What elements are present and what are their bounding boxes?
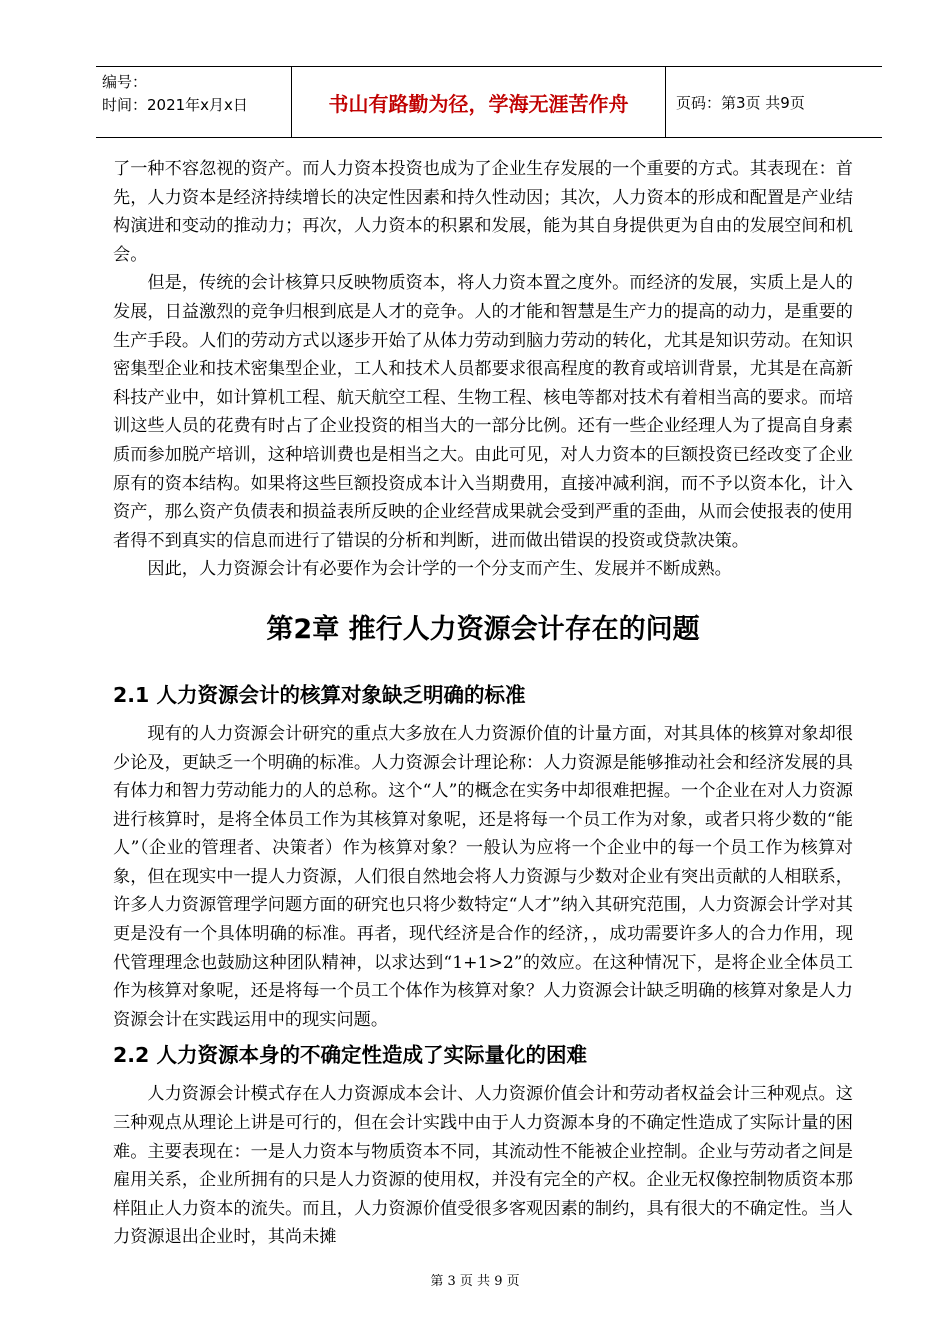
time-label: 时间：2021年x月x日 — [102, 96, 248, 114]
header-motto: 书山有路勤为径，学海无涯苦作舟 — [292, 67, 666, 137]
chapter-title: 第2章 推行人力资源会计存在的问题 — [266, 613, 700, 645]
page-footer: 第 3 页 共 9 页 — [430, 1274, 520, 1289]
paragraph: 了一种不容忽视的资产。而人力资本投资也成为了企业生存发展的一个重要的方式。其表现在：首先，人力资本是经济持续增长的决定性因素和持久性动因；其次，人力资本的形成和配置是产业结构演进和变动的推动力；再次，人力资本的积累和发展，能为其自身提供更为自由的发展空间和机会。 — [113, 159, 853, 265]
section-title: 2.1 人力资源会计的核算对象缺乏明确的标准 — [113, 682, 526, 707]
document-body — [113, 155, 853, 1252]
header-page-number: 页码：第3页 共9页 — [676, 93, 805, 112]
paragraph: 现有的人力资源会计研究的重点大多放在人力资源价值的计量方面，对其具体的核算对象却很少论及，更缺乏一个明确的标准。人力资源会计理论称：人力资源是能够推动社会和经济发展的具有体力和智力劳动能力的人的总称。这个“人”的概念在实务中却很难把握。一个企业在对人力资源进行核算时，是将全体员工作为其核算对象呢，还是将每一个员工作为对象，或者只将少数的“能人”（企业的管理者、决策者）作为核算对象？一般认为应将一个企业中的每一个员工作为核算对象，但在现实中一提人力资源，人们很自然地会将人力资源与少数对企业有突出贡献的人相联系，许多人力资源管理学问题方面的研究也只将少数特定“人才”纳入其研究范围，人力资源会计学对其更是没有一个具体明确的标准。再者，现代经济是合作的经济，，成功需要许多人的合力作用，现代管理理念也鼓励这种团队精神，以求达到“1+1>2”的效应。在这种情况下，是将企业全体员工作为核算对象呢，还是将每一个员工个体作为核算对象？人力资源会计缺乏明确的核算对象是人力资源会计在实践运用中的现实问题。 — [113, 723, 853, 1030]
paragraph: 人力资源会计模式存在人力资源成本会计、人力资源价值会计和劳动者权益会计三种观点。这三种观点从理论上讲是可行的，但在会计实践中由于人力资源本身的不确定性造成了实际计量的困难。主要表现在：一是人力资本与物质资本不同，其流动性不能被企业控制。企业与劳动者之间是雇用关系，企业所拥有的只是人力资源的使用权，并没有完全的产权。企业无权像控制物质资本那样阻止人力资本的流失。而且，人力资源价值受很多客观因素的制约，具有很大的不确定性。当人力资源退出企业时，其尚未摊 — [113, 1084, 853, 1248]
paragraph: 因此，人力资源会计有必要作为会计学的一个分支而产生、发展并不断成熟。 — [147, 559, 732, 580]
paragraph: 但是，传统的会计核算只反映物质资本，将人力资本置之度外。而经济的发展，实质上是人的发展，日益激烈的竞争归根到底是人才的竞争。人的才能和智慧是生产力的提高的动力，是重要的生产手段。人们的劳动方式以逐步开始了从体力劳动到脑力劳动的转化，尤其是知识劳动。在知识密集型企业和技术密集型企业，工人和技术人员都要求很高程度的教育或培训背景，尤其是在高新科技产业中，如计算机工程、航天航空工程、生物工程、核电等都对技术有着相当高的要求。而培训这些人员的花费有时占了企业投资的相当大的一部分比例。还有一些企业经理人为了提高自身素质而参加脱产培训，这种培训费也是相当之大。由此可见，对人力资本的巨额投资已经改变了企业原有的资本结构。如果将这些巨额投资成本计入当期费用，直接冲减利润，而不予以资本化，计入资产，那么资产负债表和损益表所反映的企业经营成果就会受到严重的歪曲，从而会使报表的使用者得不到真实的信息而进行了错误的分析和判断，进而做出错误的投资或贷款决策。 — [113, 273, 853, 551]
number-label: 编号： — [102, 73, 148, 91]
page-header — [96, 66, 882, 138]
header-meta — [96, 67, 292, 137]
section-title: 2.2 人力资源本身的不确定性造成了实际量化的困难 — [113, 1043, 587, 1068]
